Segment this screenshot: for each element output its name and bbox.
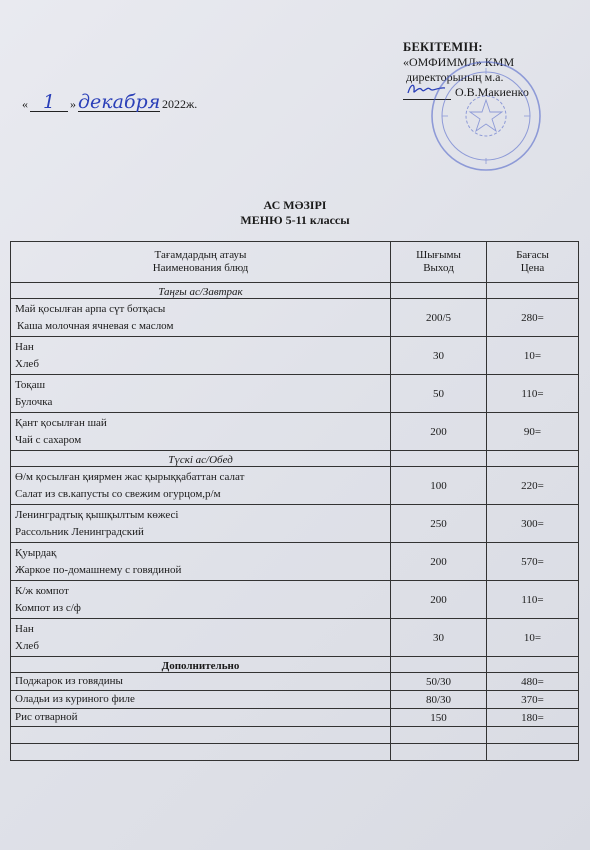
dish-output: 200 — [391, 581, 487, 619]
dish-name — [11, 413, 391, 451]
table-row — [11, 467, 579, 505]
approval-position: директорының м.а. — [406, 70, 504, 84]
dish-name-ru: Каша молочная ячневая с маслом — [17, 319, 174, 332]
dish-price: 180= — [487, 709, 579, 727]
empty-cell — [391, 727, 487, 744]
date-year: 2022ж. — [162, 97, 198, 111]
menu-title-kz: АС МӘЗІРІ — [263, 198, 327, 212]
dish-price: 300= — [487, 505, 579, 543]
header-price — [487, 242, 579, 283]
dish-output: 50/30 — [391, 673, 487, 691]
table-row — [11, 543, 579, 581]
dish-price: 110= — [487, 581, 579, 619]
dish-output: 150 — [391, 709, 487, 727]
empty-cell — [487, 744, 579, 761]
round-stamp-icon — [428, 58, 544, 174]
section-row-lunch — [11, 451, 579, 467]
table-row — [11, 581, 579, 619]
dish-name-ru: Жаркое по-домашнему с говядиной — [15, 563, 182, 576]
dish-price: 10= — [487, 337, 579, 375]
dish-name — [11, 299, 391, 337]
dish-output: 30 — [391, 337, 487, 375]
dish-name-kz: Ленинградтық қышқылтым көжесі — [15, 508, 179, 521]
dish-name — [11, 467, 391, 505]
dish-name-kz: Қант қосылған шай — [15, 416, 107, 429]
dish-name-kz: Тоқаш — [15, 378, 46, 391]
dish-price: 220= — [487, 467, 579, 505]
dish-name-ru: Чай с сахаром — [15, 433, 82, 446]
dish-price: 90= — [487, 413, 579, 451]
dish-price: 570= — [487, 543, 579, 581]
dish-name-kz: Ө/м қосылған қиярмен жас қырыққабаттан салат — [15, 470, 245, 483]
table-row — [11, 505, 579, 543]
approval-organization: «ОМФИММЛ» КММ — [403, 55, 515, 69]
dish-name — [11, 619, 391, 657]
dish-name: Поджарок из говядины — [11, 673, 391, 691]
section-row-breakfast — [11, 283, 579, 299]
date-day: 1 — [30, 93, 68, 112]
section-breakfast-label: Таңғы ас/Завтрак — [11, 283, 391, 299]
dish-output: 30 — [391, 619, 487, 657]
empty-cell — [391, 744, 487, 761]
table-row — [11, 337, 579, 375]
empty-cell — [391, 451, 487, 467]
dish-name — [11, 505, 391, 543]
approval-heading: БЕКІТЕМІН: — [403, 40, 483, 54]
table-row — [11, 299, 579, 337]
date-open-quote: « — [22, 97, 28, 111]
dish-output: 250 — [391, 505, 487, 543]
section-extra-label: Дополнительно — [11, 657, 391, 673]
dish-output: 200 — [391, 543, 487, 581]
table-row — [11, 375, 579, 413]
empty-cell — [11, 727, 391, 744]
date-close-quote: » — [70, 97, 76, 111]
header-price-ru: Цена — [520, 262, 545, 274]
dish-output: 80/30 — [391, 691, 487, 709]
dish-name-kz: Нан — [15, 340, 34, 353]
header-price-kz: Бағасы — [516, 249, 549, 261]
dish-name-kz: Нан — [15, 622, 34, 635]
dish-name: Рис отварной — [11, 709, 391, 727]
approval-signatory: О.В.Макиенко — [455, 85, 529, 99]
dish-name-ru: Компот из с/ф — [15, 601, 81, 614]
header-dish-name-kz: Тағамдардың атауы — [154, 249, 247, 261]
dish-price: 370= — [487, 691, 579, 709]
dish-name — [11, 543, 391, 581]
dish-output: 100 — [391, 467, 487, 505]
header-output-kz: Шығымы — [416, 249, 461, 261]
menu-title-ru: МЕНЮ 5-11 классы — [240, 213, 350, 227]
table-row — [11, 673, 579, 691]
empty-cell — [11, 744, 391, 761]
empty-cell — [487, 727, 579, 744]
empty-cell — [391, 283, 487, 299]
menu-title — [0, 198, 590, 228]
dish-name: Оладьи из куриного филе — [11, 691, 391, 709]
menu-table — [10, 241, 579, 761]
dish-name-ru: Хлеб — [15, 357, 39, 370]
table-row — [11, 709, 579, 727]
empty-cell — [391, 657, 487, 673]
header-output — [391, 242, 487, 283]
table-row — [11, 691, 579, 709]
table-row-empty — [11, 727, 579, 744]
table-row — [11, 619, 579, 657]
dish-name-kz: К/ж компот — [15, 584, 69, 597]
dish-name — [11, 375, 391, 413]
header-dish-name — [11, 242, 391, 283]
dish-name-kz: Қуырдақ — [15, 546, 57, 559]
section-row-extra — [11, 657, 579, 673]
empty-cell — [487, 451, 579, 467]
dish-price: 280= — [487, 299, 579, 337]
dish-name-kz: Май қосылған арпа сүт ботқасы — [15, 302, 166, 315]
dish-output: 200/5 — [391, 299, 487, 337]
dish-name-ru: Салат из св.капусты со свежим огурцом,р/м — [15, 487, 221, 500]
empty-cell — [487, 657, 579, 673]
dish-name-ru: Рассольник Ленинградский — [15, 525, 144, 538]
section-lunch-label: Түскі ас/Обед — [11, 451, 391, 467]
header-output-ru: Выход — [423, 262, 454, 274]
header-dish-name-ru: Наименования блюд — [152, 262, 249, 274]
dish-name — [11, 581, 391, 619]
date-month: декабря — [78, 91, 161, 113]
dish-output: 50 — [391, 375, 487, 413]
dish-name — [11, 337, 391, 375]
dish-output: 200 — [391, 413, 487, 451]
dish-name-ru: Булочка — [15, 395, 53, 408]
dish-name-ru: Хлеб — [15, 639, 39, 652]
dish-price: 10= — [487, 619, 579, 657]
dish-price: 480= — [487, 673, 579, 691]
table-header-row — [11, 242, 579, 283]
table-row — [11, 413, 579, 451]
document-date — [22, 93, 197, 112]
dish-price: 110= — [487, 375, 579, 413]
table-row-empty — [11, 744, 579, 761]
empty-cell — [487, 283, 579, 299]
